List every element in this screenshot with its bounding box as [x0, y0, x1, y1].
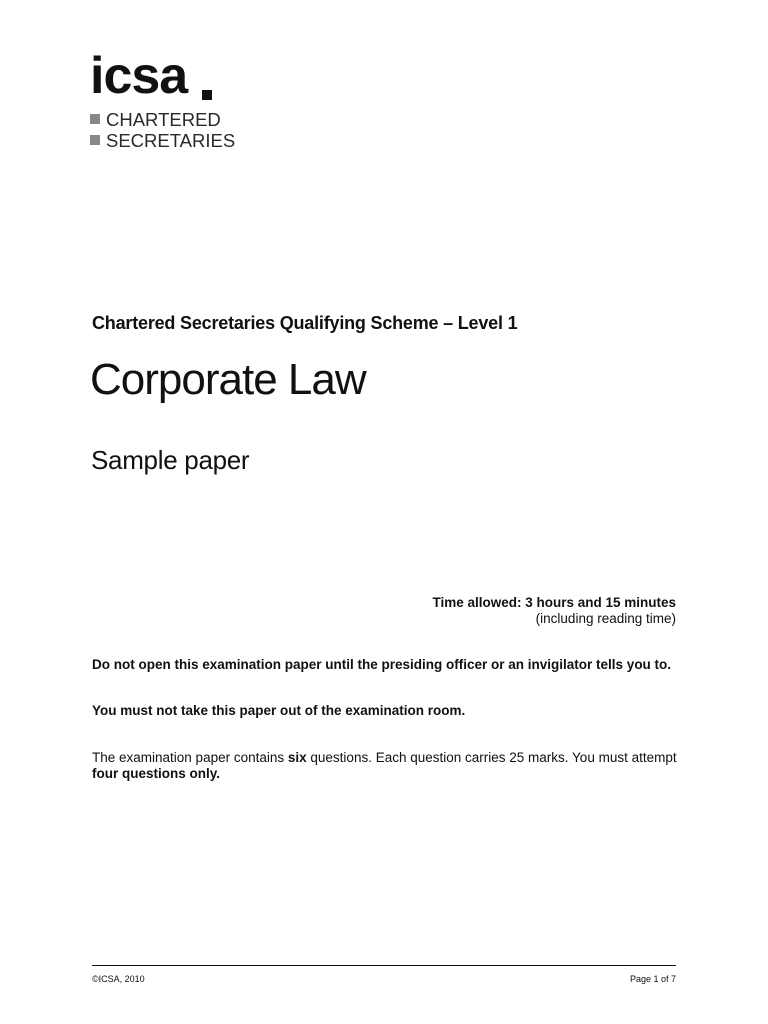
logo-line-secretaries [90, 131, 235, 151]
time-allowed: Time allowed: 3 hours and 15 minutes [432, 595, 676, 610]
logo-text-secretaries: SECRETARIES [106, 130, 236, 151]
time-allowed-block [380, 595, 676, 627]
footer-divider [92, 965, 676, 966]
instruction-do-not-open: Do not open this examination paper until the presiding officer or an invigilator tells you to. [92, 657, 672, 672]
instruction-prefix: The examination paper contains [92, 750, 288, 765]
icsa-logo [90, 47, 240, 160]
time-note: (including reading time) [535, 611, 676, 626]
logo-wordmark: icsa [90, 47, 188, 105]
instruction-four: four questions only. [92, 766, 220, 781]
logo-line-chartered [90, 110, 221, 130]
scheme-heading: Chartered Secretaries Qualifying Scheme – Level 1 [92, 313, 518, 333]
logo-square-icon [90, 114, 100, 124]
page-title: Corporate Law [90, 355, 366, 404]
instruction-six: six [287, 750, 307, 765]
footer-page-number: Page 1 of 7 [629, 974, 676, 984]
footer-copyright: ©ICSA, 2010 [92, 974, 145, 984]
logo-dot [202, 90, 212, 100]
instruction-do-not-take: You must not take this paper out of the examination room. [92, 703, 466, 718]
logo-text-chartered: CHARTERED [106, 109, 221, 130]
instruction-middle: questions. Each question carries 25 marks. You must attempt [306, 750, 677, 765]
instruction-questions [92, 750, 682, 782]
logo-square-icon [90, 135, 100, 145]
page-subtitle: Sample paper [91, 445, 250, 475]
